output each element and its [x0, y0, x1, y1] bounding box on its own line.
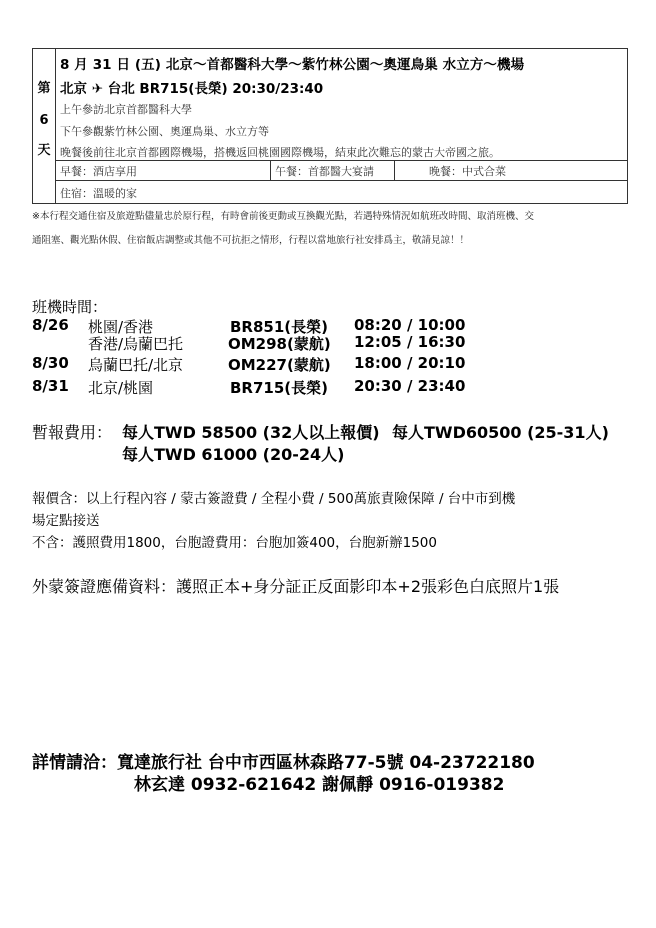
flight-date: 8/31	[32, 377, 69, 395]
flight-time: 18:00 / 20:10	[354, 354, 466, 372]
flight-date: 8/26	[32, 316, 69, 334]
day-title: 8 月 31 日 (五) 北京～首都醫科大學～紫竹林公園～奧運鳥巢 水立方～機場	[60, 57, 525, 73]
hotel: 住宿：溫暖的家	[60, 187, 137, 200]
visa-requirements: 外蒙簽證應備資料：護照正本+身分証正反面影印本+2張彩色白底照片1張	[32, 577, 560, 596]
day-flight: 北京 ✈ 台北 BR715(長榮) 20:30/23:40	[60, 81, 324, 97]
breakfast: 早餐：酒店享用	[60, 165, 137, 178]
dinner: 晚餐：中式合菜	[429, 165, 506, 178]
divider	[270, 160, 271, 180]
flight-time: 20:30 / 23:40	[354, 377, 466, 395]
flight-route: 桃園/香港	[88, 318, 154, 336]
day-char-2: 6	[39, 113, 49, 128]
flight-number: BR715(長榮)	[230, 379, 329, 397]
includes-line-2: 場定點接送	[32, 513, 100, 529]
day-char-1: 第	[37, 81, 51, 96]
flight-route: 香港/烏蘭巴托	[88, 335, 184, 353]
flight-time: 08:20 / 10:00	[354, 316, 466, 334]
divider	[394, 160, 395, 180]
flight-time: 12:05 / 16:30	[354, 333, 466, 351]
flight-number: OM298(蒙航)	[228, 335, 331, 353]
includes-line-1: 報價含：以上行程內容 / 蒙古簽證費 / 全程小費 / 500萬旅責險保障 / 台中市到機	[32, 491, 516, 507]
itinerary-evening: 晚餐後前往北京首都國際機場，搭機返回桃園國際機場，結束此次難忘的蒙古大帝國之旅。	[60, 146, 500, 159]
flight-route: 烏蘭巴托/北京	[88, 356, 184, 374]
day-column	[33, 49, 56, 203]
divider	[55, 180, 627, 181]
contact-line-2: 林玄達 0932-621642 謝佩靜 0916-019382	[134, 775, 505, 795]
price-label: 暫報費用：	[32, 423, 113, 442]
excludes-line: 不含：護照費用1800，台胞證費用：台胞加簽400，台胞新辦1500	[32, 535, 437, 551]
flight-number: BR851(長榮)	[230, 318, 329, 336]
flight-route: 北京/桃園	[88, 379, 154, 397]
itinerary-morning: 上午參訪北京首都醫科大學	[60, 103, 192, 116]
notice-line-1: ※本行程交通住宿及旅遊點儘量忠於原行程，有時會前後更動或互換觀光點，若遇特殊情況如航班改時間、取消班機、交	[32, 211, 534, 222]
divider	[55, 160, 627, 161]
notice-line-2: 通阻塞、觀光點休假、住宿飯店調整或其他不可抗拒之情形，行程以當地旅行社安排爲主，敬請見諒！！	[32, 235, 470, 246]
flights-heading: 班機時間：	[32, 298, 108, 316]
itinerary-afternoon: 下午參觀紫竹林公園、奧運鳥巢、水立方等	[60, 125, 269, 138]
price-tier-1: 每人TWD 58500 (32人以上報價)	[122, 423, 380, 442]
itinerary-table	[32, 48, 628, 204]
flight-date: 8/30	[32, 354, 69, 372]
day-char-3: 天	[37, 143, 51, 158]
flight-number: OM227(蒙航)	[228, 356, 331, 374]
lunch: 午餐：首都醫大宴請	[275, 165, 374, 178]
price-tier-3: 每人TWD 61000 (20-24人)	[122, 445, 345, 464]
contact-line-1: 詳情請洽：寬達旅行社 台中市西區林森路77-5號 04-23722180	[32, 753, 535, 773]
price-tier-2: 每人TWD60500 (25-31人)	[392, 423, 609, 442]
